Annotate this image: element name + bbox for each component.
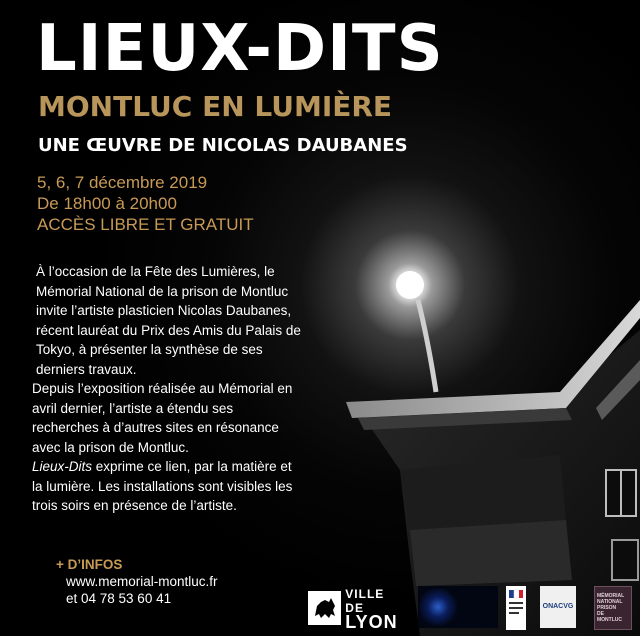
date-range: 5, 6, 7 décembre 2019 — [37, 173, 208, 192]
republique-francaise-logo — [506, 586, 526, 630]
phone-number: et 04 78 53 60 41 — [66, 591, 172, 606]
memorial-montluc-logo: MÉMORIAL NATIONAL PRISON DE MONTLUC — [594, 586, 632, 630]
admission-note: ACCÈS LIBRE ET GRATUIT — [37, 215, 254, 234]
lamp-pole — [418, 300, 436, 392]
description-paragraph-1: À l’occasion de la Fête des Lumières, le Mémorial National de la prison de Montluc invite l’artiste plasticien Nicolas Daubanes, récent lauréat du Prix des Amis du Palais de Tokyo, à présenter la synthèse de ses derniers travaux. — [36, 264, 301, 377]
work-title: Lieux-Dits — [32, 459, 93, 474]
artist-credit: UNE ŒUVRE DE NICOLAS DAUBANES — [38, 135, 408, 156]
poster-subtitle: MONTLUC EN LUMIÈRE — [38, 90, 393, 123]
event-dates — [37, 172, 254, 235]
description — [32, 262, 302, 516]
lyon-logo-bottom: LYON — [345, 612, 398, 632]
more-info — [56, 556, 218, 607]
ville-de-lyon-logo — [308, 587, 406, 632]
lyon-logo-top: VILLE DE — [345, 587, 385, 615]
lamp-light — [396, 271, 424, 299]
fete-des-lumieres-logo — [418, 586, 498, 628]
lion-icon — [308, 591, 341, 625]
website-link[interactable]: www.memorial-montluc.fr — [66, 574, 218, 589]
description-paragraph-2: Depuis l’exposition réalisée au Mémorial en avril dernier, l’artiste a étendu ses recherches à d’autres sites en résonance avec la prison de Montluc. — [32, 381, 293, 455]
description-paragraph-3-text: exprime ce lien, par la matière et la lumière. Les installations sont visibles les trois soirs en présence de l’artiste. — [32, 459, 293, 513]
time-range: De 18h00 à 20h00 — [37, 194, 177, 213]
more-info-label: + D’INFOS — [56, 557, 123, 572]
partner-logos — [308, 586, 638, 632]
description-paragraph-3 — [32, 457, 302, 516]
onacvg-logo: ONACVG — [540, 586, 576, 628]
poster-title: LIEUX-DITS — [36, 12, 444, 86]
window — [612, 540, 638, 580]
